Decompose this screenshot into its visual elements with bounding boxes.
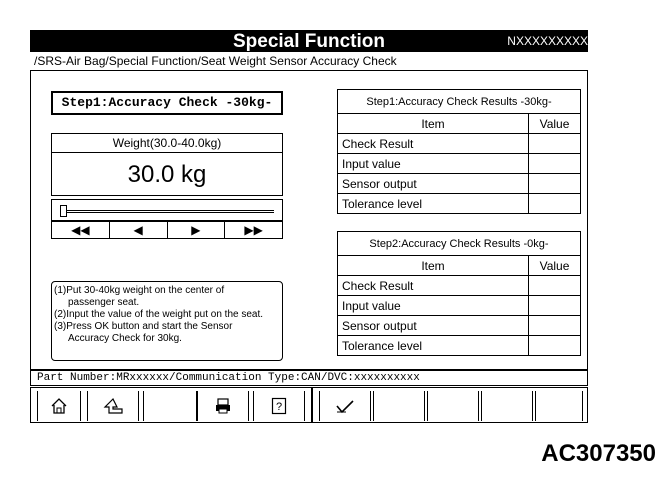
- figure-id: AC307350: [541, 440, 656, 467]
- print-button[interactable]: [197, 391, 249, 421]
- breadcrumb-item-seat-weight-check: Seat Weight Sensor Accuracy Check: [200, 54, 397, 68]
- page-title: Special Function: [232, 31, 386, 52]
- toolbar-slot-empty[interactable]: [481, 391, 533, 421]
- row-value: [529, 296, 581, 316]
- step-back-button[interactable]: ◀: [110, 222, 168, 238]
- breadcrumb-item-special-function[interactable]: Special Function: [108, 54, 198, 68]
- svg-text:?: ?: [275, 401, 283, 413]
- row-label: Check Result: [338, 134, 529, 154]
- title-code: NXXXXXXXXX: [507, 34, 588, 48]
- weight-value-display: 30.0 kg: [51, 152, 283, 196]
- step2-results-caption: Step2:Accuracy Check Results -0kg-: [338, 232, 581, 256]
- table-row: [338, 316, 581, 336]
- row-label: Check Result: [338, 276, 529, 296]
- slider-track: [60, 210, 274, 213]
- toolbar-slot-empty[interactable]: [535, 391, 583, 421]
- main-panel: [30, 70, 588, 370]
- row-value: [529, 154, 581, 174]
- step-label: Step1:Accuracy Check -30kg-: [51, 91, 283, 115]
- instructions-box: [51, 281, 283, 361]
- breadcrumb-item-srs-air-bag[interactable]: SRS-Air Bag: [37, 54, 106, 68]
- weight-slider[interactable]: [51, 199, 283, 221]
- table-row: [338, 134, 581, 154]
- row-value: [529, 316, 581, 336]
- bottom-toolbar: [30, 387, 588, 423]
- toolbar-slot-empty[interactable]: [373, 391, 425, 421]
- help-button[interactable]: [253, 391, 305, 421]
- weight-adjust-buttons: [51, 221, 283, 239]
- row-label: Sensor output: [338, 174, 529, 194]
- row-label: Sensor output: [338, 316, 529, 336]
- column-header-item: Item: [338, 114, 529, 134]
- back-button[interactable]: [87, 391, 139, 421]
- weight-header: Weight(30.0-40.0kg): [51, 133, 283, 153]
- row-value: [529, 134, 581, 154]
- table-row: [338, 296, 581, 316]
- home-icon: [38, 397, 80, 420]
- table-row: [338, 194, 581, 214]
- back-icon: [88, 397, 138, 420]
- table-row: [338, 276, 581, 296]
- row-label: Tolerance level: [338, 336, 529, 356]
- column-header-value: Value: [529, 114, 581, 134]
- row-value: [529, 194, 581, 214]
- row-value: [529, 174, 581, 194]
- help-icon: [254, 397, 304, 420]
- instruction-line: (3)Press OK button and start the Sensor: [54, 321, 233, 332]
- column-header-item: Item: [338, 256, 529, 276]
- instruction-line: Accuracy Check for 30kg.: [68, 333, 182, 344]
- row-value: [529, 336, 581, 356]
- instruction-line: passenger seat.: [68, 297, 140, 308]
- blank-button[interactable]: [143, 391, 197, 421]
- home-button[interactable]: [37, 391, 81, 421]
- ok-button[interactable]: [319, 391, 371, 421]
- column-header-value: Value: [529, 256, 581, 276]
- row-label: Input value: [338, 154, 529, 174]
- table-row: [338, 336, 581, 356]
- print-icon: [198, 397, 248, 420]
- step-forward-button[interactable]: ▶: [168, 222, 226, 238]
- instruction-line: (2)Input the value of the weight put on the seat.: [54, 309, 264, 320]
- toolbar-slot-empty[interactable]: [427, 391, 479, 421]
- row-label: Tolerance level: [338, 194, 529, 214]
- step2-results-table: [337, 231, 581, 356]
- table-row: [338, 174, 581, 194]
- toolbar-divider: [311, 388, 313, 422]
- row-value: [529, 276, 581, 296]
- instruction-line: (1)Put 30-40kg weight on the center of: [54, 285, 225, 296]
- ok-check-icon: [320, 397, 370, 420]
- row-label: Input value: [338, 296, 529, 316]
- breadcrumb: /SRS-Air Bag/Special Function/Seat Weight Sensor Accuracy Check: [34, 54, 397, 68]
- title-bar: [30, 30, 588, 52]
- step1-results-caption: Step1:Accuracy Check Results -30kg-: [338, 90, 581, 114]
- status-bar: Part Number:MRxxxxxx/Communication Type:CAN/DVC:xxxxxxxxxx: [30, 370, 588, 386]
- slider-thumb[interactable]: [60, 205, 67, 217]
- table-row: [338, 154, 581, 174]
- fast-forward-button[interactable]: ▶▶: [244, 223, 263, 237]
- app-window: [30, 30, 588, 428]
- step1-results-table: [337, 89, 581, 214]
- fast-rewind-button[interactable]: ◀◀: [52, 222, 110, 238]
